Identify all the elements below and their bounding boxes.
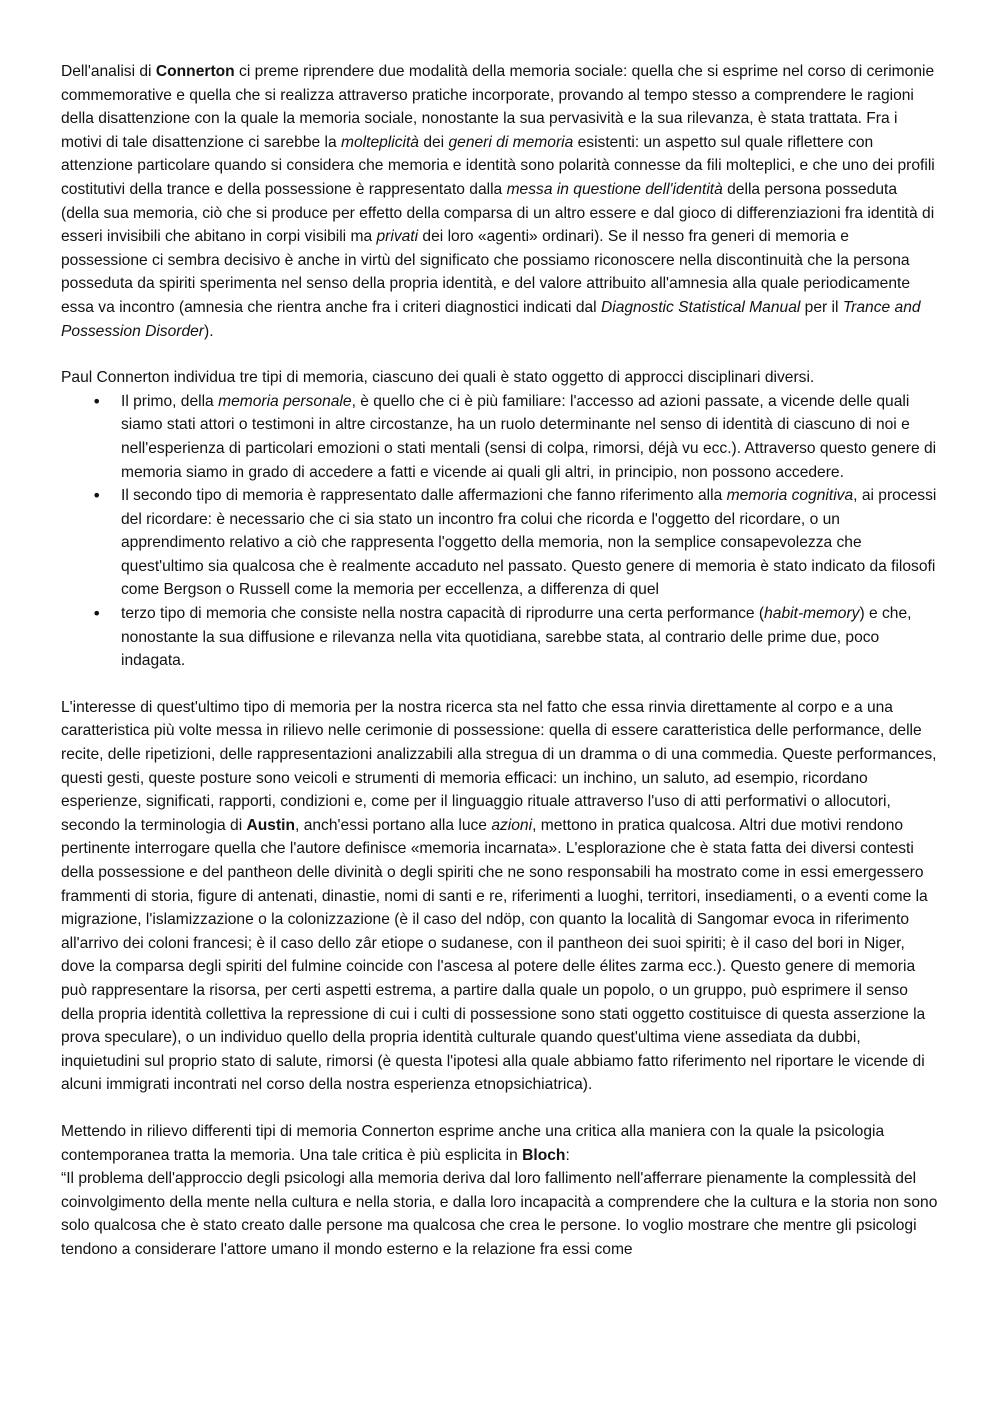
text-run: dei loro «agenti» ordinari). Se il nesso fra generi di memoria e possessione ci sembra decisivo è anche in virtù del significato che possiamo riconoscere nella discontinuità che la persona posseduta da spiriti sperimenta nel senso della propria identità, e del valore attribuito all'amnesia alla quale periodicamente essa va incontro (amnesia che rientra anche fra i criteri diagnostici indicati dal [61, 228, 911, 316]
bold-author-austin: Austin [246, 816, 296, 834]
italic-term: molteplicità [340, 133, 419, 151]
text-run: dei [418, 133, 449, 151]
italic-term: generi di memoria [448, 133, 574, 151]
paragraph-three-types: Paul Connerton individua tre tipi di memoria, ciascuno dei quali è stato oggetto di approcci disciplinari diversi. [61, 369, 815, 387]
italic-term: privati [376, 228, 419, 246]
italic-term: messa in questione dell'identità [506, 180, 723, 198]
paragraph-habit-memory [61, 696, 938, 1097]
text-run: terzo tipo di memoria che consiste nella nostra capacità di riprodurre una certa performance ( [121, 605, 765, 623]
italic-term: azioni [491, 816, 533, 834]
italic-term: memoria cognitiva [726, 487, 854, 505]
text-run: ci preme riprendere due modalità della memoria sociale: quella che si esprime nel corso di cerimonie commemorative e quella che si realizza attraverso pratiche incorporate, provando al tempo stesso a comprendere le ragioni della disattenzione con la quale la memoria sociale, nonostante la sua pervasività e la sua rilevanza, è stata trattata. Fra i motivi di tale disattenzione ci sarebbe la [61, 63, 935, 151]
text-run: Il secondo tipo di memoria è rappresentato dalle affermazioni che fanno riferimento alla [121, 487, 727, 505]
bold-author-bloch: Bloch [522, 1146, 566, 1164]
italic-term: memoria personale [218, 392, 352, 410]
text-run: L'interesse di quest'ultimo tipo di memoria per la nostra ricerca sta nel fatto che essa rinvia direttamente al corpo e a una caratteristica più volte messa in rilievo nelle cerimonie di possessione: quella di essere caratteristica delle performance, delle recite, delle ripetizioni, delle rappresentazioni analizzabili alla stregua di un dramma o di una commedia. Queste performances, questi gesti, queste posture sono veicoli e strumenti di memoria efficaci: un inchino, un saluto, ad esempio, ricordano esperienze, significati, rapporti, condizioni e, come per il linguaggio rituale attraverso l'uso di atti performativi o allocutori, secondo la terminologia di [61, 698, 937, 834]
text-run: per il [800, 298, 843, 316]
text-run: , anch'essi portano alla luce [295, 816, 492, 834]
italic-term: habit-memory [764, 605, 860, 623]
text-run: , è quello che ci è più familiare: l'accesso ad azioni passate, a vicende delle quali siamo stati attori o testimoni in altre circostanze, ha un ruolo determinante nel senso di identità di ciascuno di noi e nell'esperienza di particolari emozioni o stati mentali (sensi di colpa, rimorsi, déjà vu ecc.). Attraverso questo genere di memoria siamo in grado di accedere a fatti e vicende ai quali gli altri, in principio, non possono accedere. [121, 392, 937, 481]
italic-title-dsm: Diagnostic Statistical Manual [600, 298, 801, 316]
paragraph-connerton-intro [61, 60, 938, 343]
paragraph-bloch-critique [61, 1120, 938, 1167]
list-item [121, 602, 938, 673]
text-run: , ai processi del ricordare: è necessario che ci sia stato un incontro fra colui che ricorda e l'oggetto del ricordare, o un apprendimento relativo a ciò che rappresenta l'oggetto della memoria, non la semplice consapevolezza che quest'ultimo sia qualcosa che è realmente accaduto nel passato. Questo genere di memoria è stato indicato da filosofi come Bergson o Russell come la memoria per eccellenza, a differenza di quel [121, 487, 937, 599]
text-run: Dell'analisi di [61, 63, 156, 80]
bold-author-connerton: Connerton [155, 63, 235, 80]
italic-title-disorder: Trance and Possession Disorder [61, 298, 921, 340]
list-item [121, 484, 938, 602]
text-run: Il primo, della [121, 392, 219, 410]
list-item [121, 390, 938, 484]
quotation-bloch: “Il problema dell'approccio degli psicologi alla memoria deriva dal loro fallimento nell'afferrare pienamente la complessità del coinvolgimento della mente nella cultura e nella storia, e dalla loro incapacità a comprendere che la cultura e la storia non sono solo qualcosa che è stato creato dalle persone ma qualcosa che crea le persone. Io voglio mostrare che mentre gli psicologi tendono a considerare l'attore umano il mondo esterno e la relazione fra essi come [61, 1170, 938, 1258]
text-run: esistenti: un aspetto sul quale riflettere con attenzione particolare quando si considera che memoria e identità sono polarità connesse da fili molteplici, e che uno dei profili costitutivi della trance e della possessione è rappresentato dalla [61, 133, 935, 198]
text-run: Mettendo in rilievo differenti tipi di memoria Connerton esprime anche una critica alla maniera con la quale la psicologia contemporanea tratta la memoria. Una tale critica è più esplicita in [61, 1122, 885, 1164]
text-run: , mettono in pratica qualcosa. Altri due motivi rendono pertinente interrogare quella che l'autore definisce «memoria incarnata». L'esplorazione che è stata fatta dei diversi contesti della possessione e del pantheon delle divinità o degli spiriti che ne sono responsabili ha mostrato come in essi emergessero frammenti di storia, figure di antenati, dinastie, nomi di santi e re, riferimenti a luoghi, territori, insediamenti, o a eventi come la migrazione, l'islamizzazione o la colonizzazione (è il caso del ndöp, con quanto la località di Sangomar evoca in riferimento all'arrivo dei coloni francesi; è il caso dello zâr etiope o sudanese, con il pantheon dei suoi spiriti; è il caso del bori in Niger, dove la comparsa degli spiriti del fulmine coincide con l'ascesa al potere delle élites zarma ecc.). Questo genere di memoria può rappresentare la risorsa, per certi aspetti estrema, a partire dalla quale un popolo, o un gruppo, può esprimere il senso della propria identità collettiva la repressione di cui i culti di possessione sono stati oggetto costituisce di questa asserzione la prova speculare), o un individuo quello della propria identità culturale quando quest'ultima viene assediata da dubbi, inquietudini sul proprio stato di salute, rimorsi (è questa l'ipotesi alla quale abbiamo fatto riferimento nel riportare le vicende di alcuni immigrati incontrati nel corso della nostra esperienza etnopsichiatrica). [61, 816, 928, 1094]
text-run: ). [204, 322, 214, 340]
text-run: ) e che, nonostante la sua diffusione e rilevanza nella vita quotidiana, sarebbe stata, al contrario delle prime due, poco indagata. [121, 605, 912, 670]
text-run: della persona posseduta (della sua memoria, ciò che si produce per effetto della comparsa di un altro essere e dal gioco di differenziazioni fra identità di esseri invisibili che abitano in corpi visibili ma [61, 180, 935, 246]
text-run: : [565, 1146, 570, 1164]
memory-types-list [61, 390, 938, 673]
